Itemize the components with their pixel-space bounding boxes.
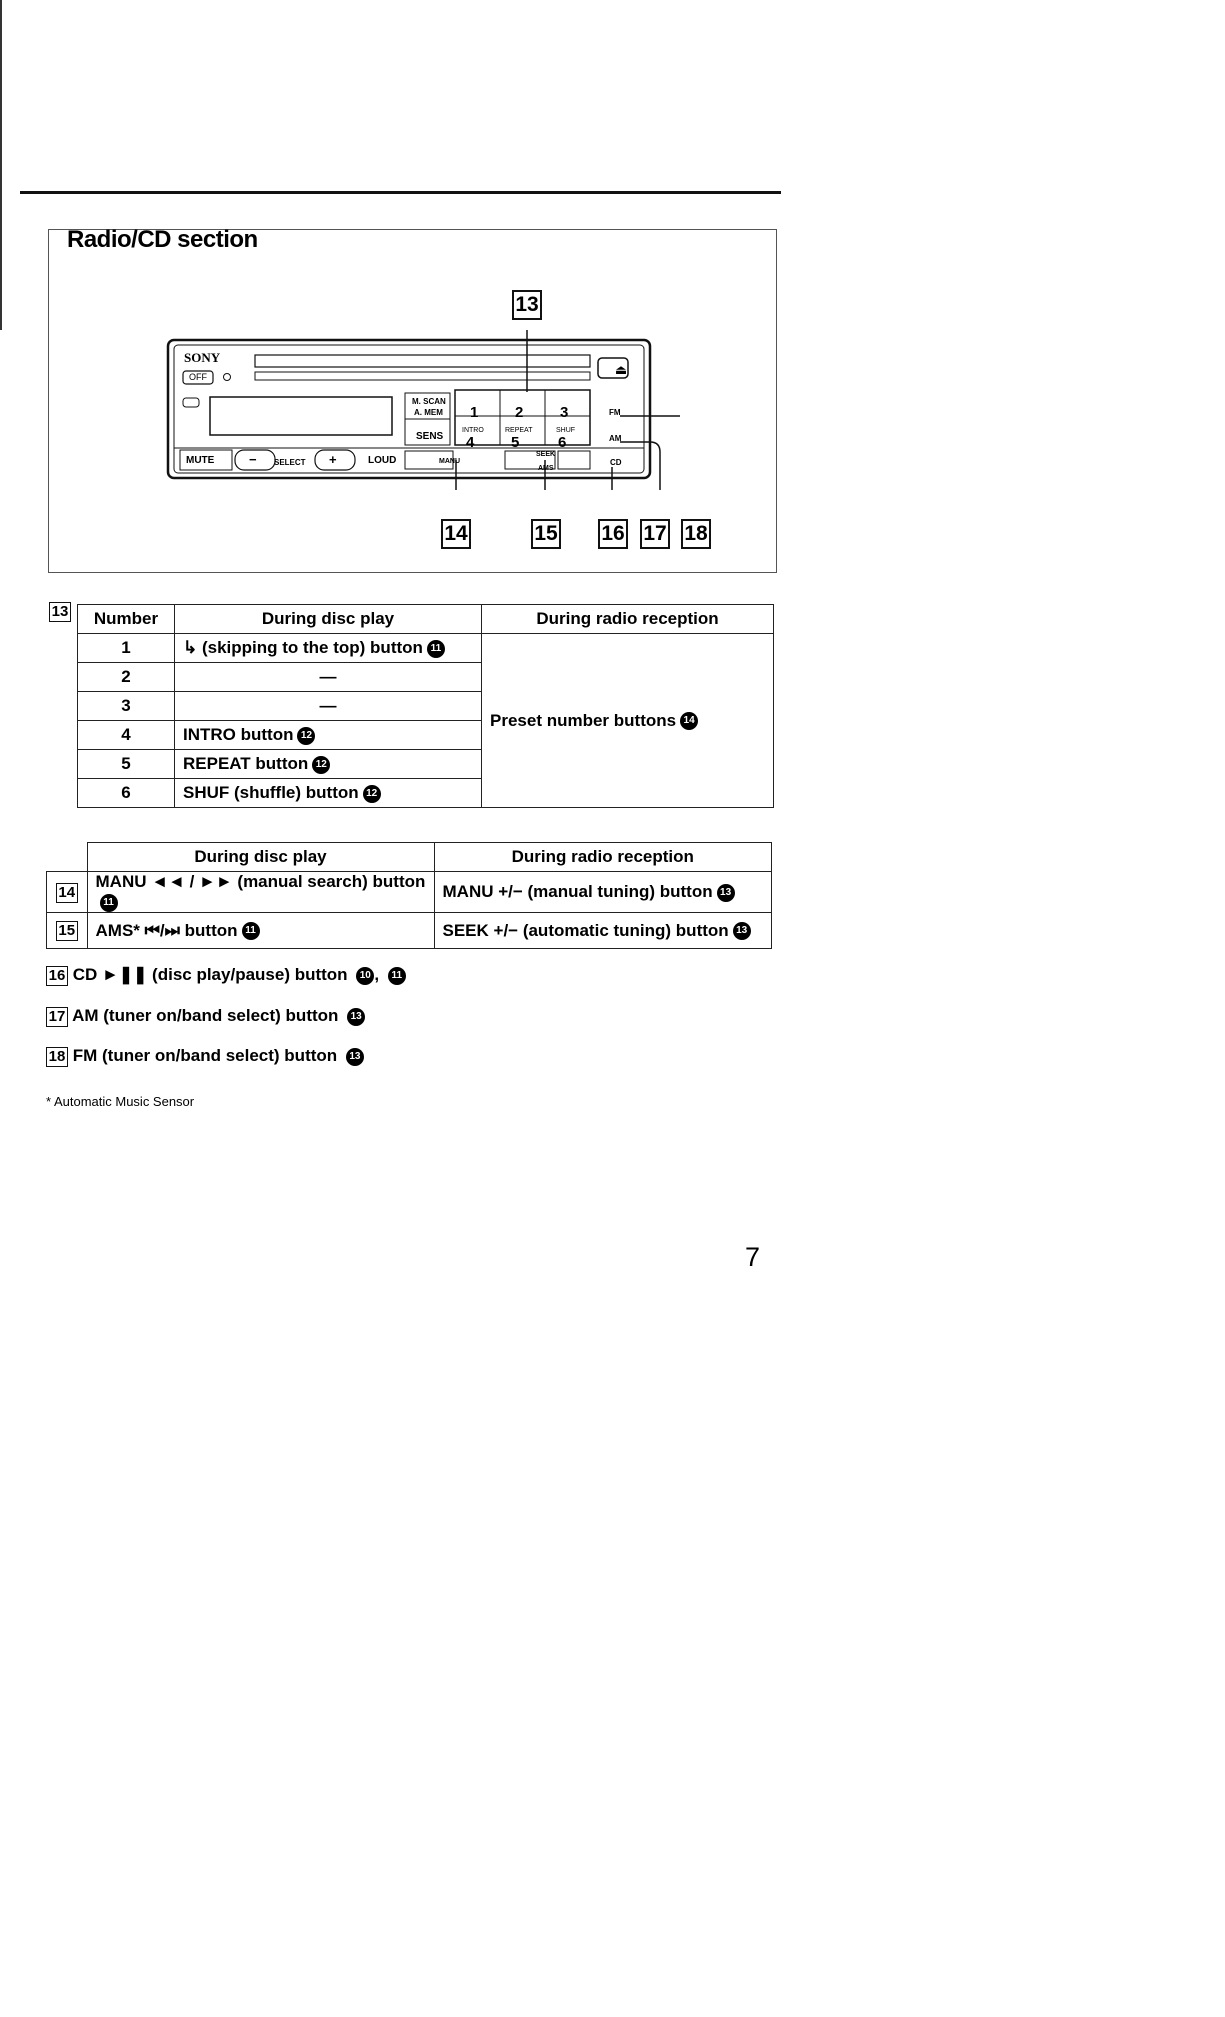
radio-function: Preset number buttons — [490, 710, 677, 730]
mscan-label[interactable]: M. SCAN — [412, 397, 446, 406]
cd-button[interactable]: CD — [610, 458, 622, 467]
ref-marker: 14 — [680, 712, 698, 730]
search-tuning-table — [46, 842, 772, 949]
radio-function: SEEK +/− (automatic tuning) button — [442, 920, 729, 940]
amem-label[interactable]: A. MEM — [414, 408, 443, 417]
radio-function-cell — [482, 634, 774, 808]
sens-button[interactable]: SENS — [416, 431, 444, 442]
loud-button[interactable]: LOUD — [368, 455, 397, 466]
legend-item: 16 CD ►❚❚ (disc play/pause) button 10 , 11 — [46, 965, 406, 986]
footnote: * Automatic Music Sensor — [46, 1094, 195, 1109]
callout-17: 17 — [640, 519, 670, 549]
manu-button[interactable]: MANU — [439, 458, 460, 465]
table-header-row — [47, 843, 772, 872]
row-number: 2 — [78, 663, 175, 692]
button-function-table — [77, 604, 774, 808]
row-disc: — — [175, 663, 482, 692]
row-number: 3 — [78, 692, 175, 721]
tag-cell — [47, 872, 88, 913]
row-radio — [434, 872, 772, 913]
section-title: Radio/CD section — [67, 226, 258, 253]
ams-label[interactable]: AMS — [538, 465, 554, 472]
preset-6-button[interactable]: 6 — [558, 434, 567, 451]
row-tag: 14 — [56, 883, 78, 903]
header-radio: During radio reception — [434, 843, 772, 872]
ref-marker: 12 — [363, 785, 381, 803]
am-button[interactable]: AM — [609, 434, 622, 443]
volume-minus-button[interactable]: − — [249, 452, 257, 467]
disc-function: INTRO button — [183, 725, 294, 744]
row-disc — [175, 750, 482, 779]
row-disc — [87, 913, 434, 949]
row-number: 1 — [78, 634, 175, 663]
preset-4-button[interactable]: 4 — [466, 434, 475, 451]
intro-label: INTRO — [462, 427, 484, 434]
legend-tag: 17 — [46, 1007, 68, 1027]
select-button[interactable]: SELECT — [274, 458, 306, 467]
table-header-row — [78, 605, 774, 634]
callout-13: 13 — [512, 290, 542, 320]
table-row — [47, 872, 772, 913]
row-number: 6 — [78, 779, 175, 808]
row-disc — [87, 872, 434, 913]
header-radio: During radio reception — [482, 605, 774, 634]
ref-marker: 10 — [356, 967, 374, 985]
ref-marker: 11 — [427, 640, 445, 658]
table-row — [78, 634, 774, 663]
ref-marker: 13 — [717, 884, 735, 902]
row-disc — [175, 779, 482, 808]
ref-marker: 11 — [242, 922, 260, 940]
callout-14: 14 — [441, 519, 471, 549]
row-number: 4 — [78, 721, 175, 750]
fm-button[interactable]: FM — [609, 408, 621, 417]
preset-2-button[interactable]: 2 — [515, 404, 524, 421]
preset-3-button[interactable]: 3 — [560, 404, 569, 421]
volume-plus-button[interactable]: + — [329, 452, 337, 467]
callout-18: 18 — [681, 519, 711, 549]
row-disc — [175, 634, 482, 663]
callout-16: 16 — [598, 519, 628, 549]
preset-5-button[interactable]: 5 — [511, 434, 520, 451]
callout-15: 15 — [531, 519, 561, 549]
mute-button[interactable]: MUTE — [186, 455, 215, 466]
disc-function: MANU ◄◄ / ►► (manual search) button — [95, 872, 426, 891]
legend-tag: 16 — [46, 966, 68, 986]
disc-function: REPEAT button — [183, 754, 309, 773]
page-number: 7 — [745, 1242, 761, 1272]
sony-logo: SONY — [184, 350, 221, 365]
ref-marker: 13 — [347, 1008, 365, 1026]
blank-cell — [47, 843, 88, 872]
disc-function: SHUF (shuffle) button — [183, 783, 359, 802]
shuf-label: SHUF — [556, 427, 576, 434]
scan-edge-line — [0, 0, 2, 330]
table-row — [47, 913, 772, 949]
row-tag: 15 — [56, 921, 78, 941]
header-disc: During disc play — [87, 843, 434, 872]
eject-icon[interactable]: ⏏ — [614, 362, 628, 377]
ref-marker: 13 — [733, 922, 751, 940]
tag-cell — [47, 913, 88, 949]
ref-marker: 11 — [100, 894, 118, 912]
ref-marker: 12 — [312, 756, 330, 774]
top-rule — [20, 191, 781, 194]
radio-function: MANU +/− (manual tuning) button — [442, 882, 713, 901]
table1-tag: 13 — [49, 602, 71, 622]
preset-1-button[interactable]: 1 — [470, 404, 479, 421]
legend-tag: 18 — [46, 1047, 68, 1067]
ref-marker: 13 — [346, 1048, 364, 1066]
legend-text: CD ►❚❚ (disc play/pause) button — [72, 965, 348, 984]
off-button[interactable]: OFF — [189, 372, 207, 382]
seek-label[interactable]: SEEK — [536, 451, 556, 458]
row-number: 5 — [78, 750, 175, 779]
disc-function: AMS* ⏮/⏭ button — [95, 920, 238, 940]
legend-item — [46, 1006, 365, 1027]
row-disc — [175, 721, 482, 750]
repeat-label: REPEAT — [505, 427, 533, 434]
header-number: Number — [78, 605, 175, 634]
legend-text: AM (tuner on/band select) button — [72, 1006, 339, 1025]
ref-marker: 12 — [297, 727, 315, 745]
ref-marker: 11 — [388, 967, 406, 985]
row-disc: — — [175, 692, 482, 721]
legend-item — [46, 1046, 364, 1067]
legend-text: FM (tuner on/band select) button — [72, 1046, 338, 1065]
row-radio — [434, 913, 772, 949]
disc-function: ↳ (skipping to the top) button — [183, 638, 423, 657]
header-disc: During disc play — [175, 605, 482, 634]
